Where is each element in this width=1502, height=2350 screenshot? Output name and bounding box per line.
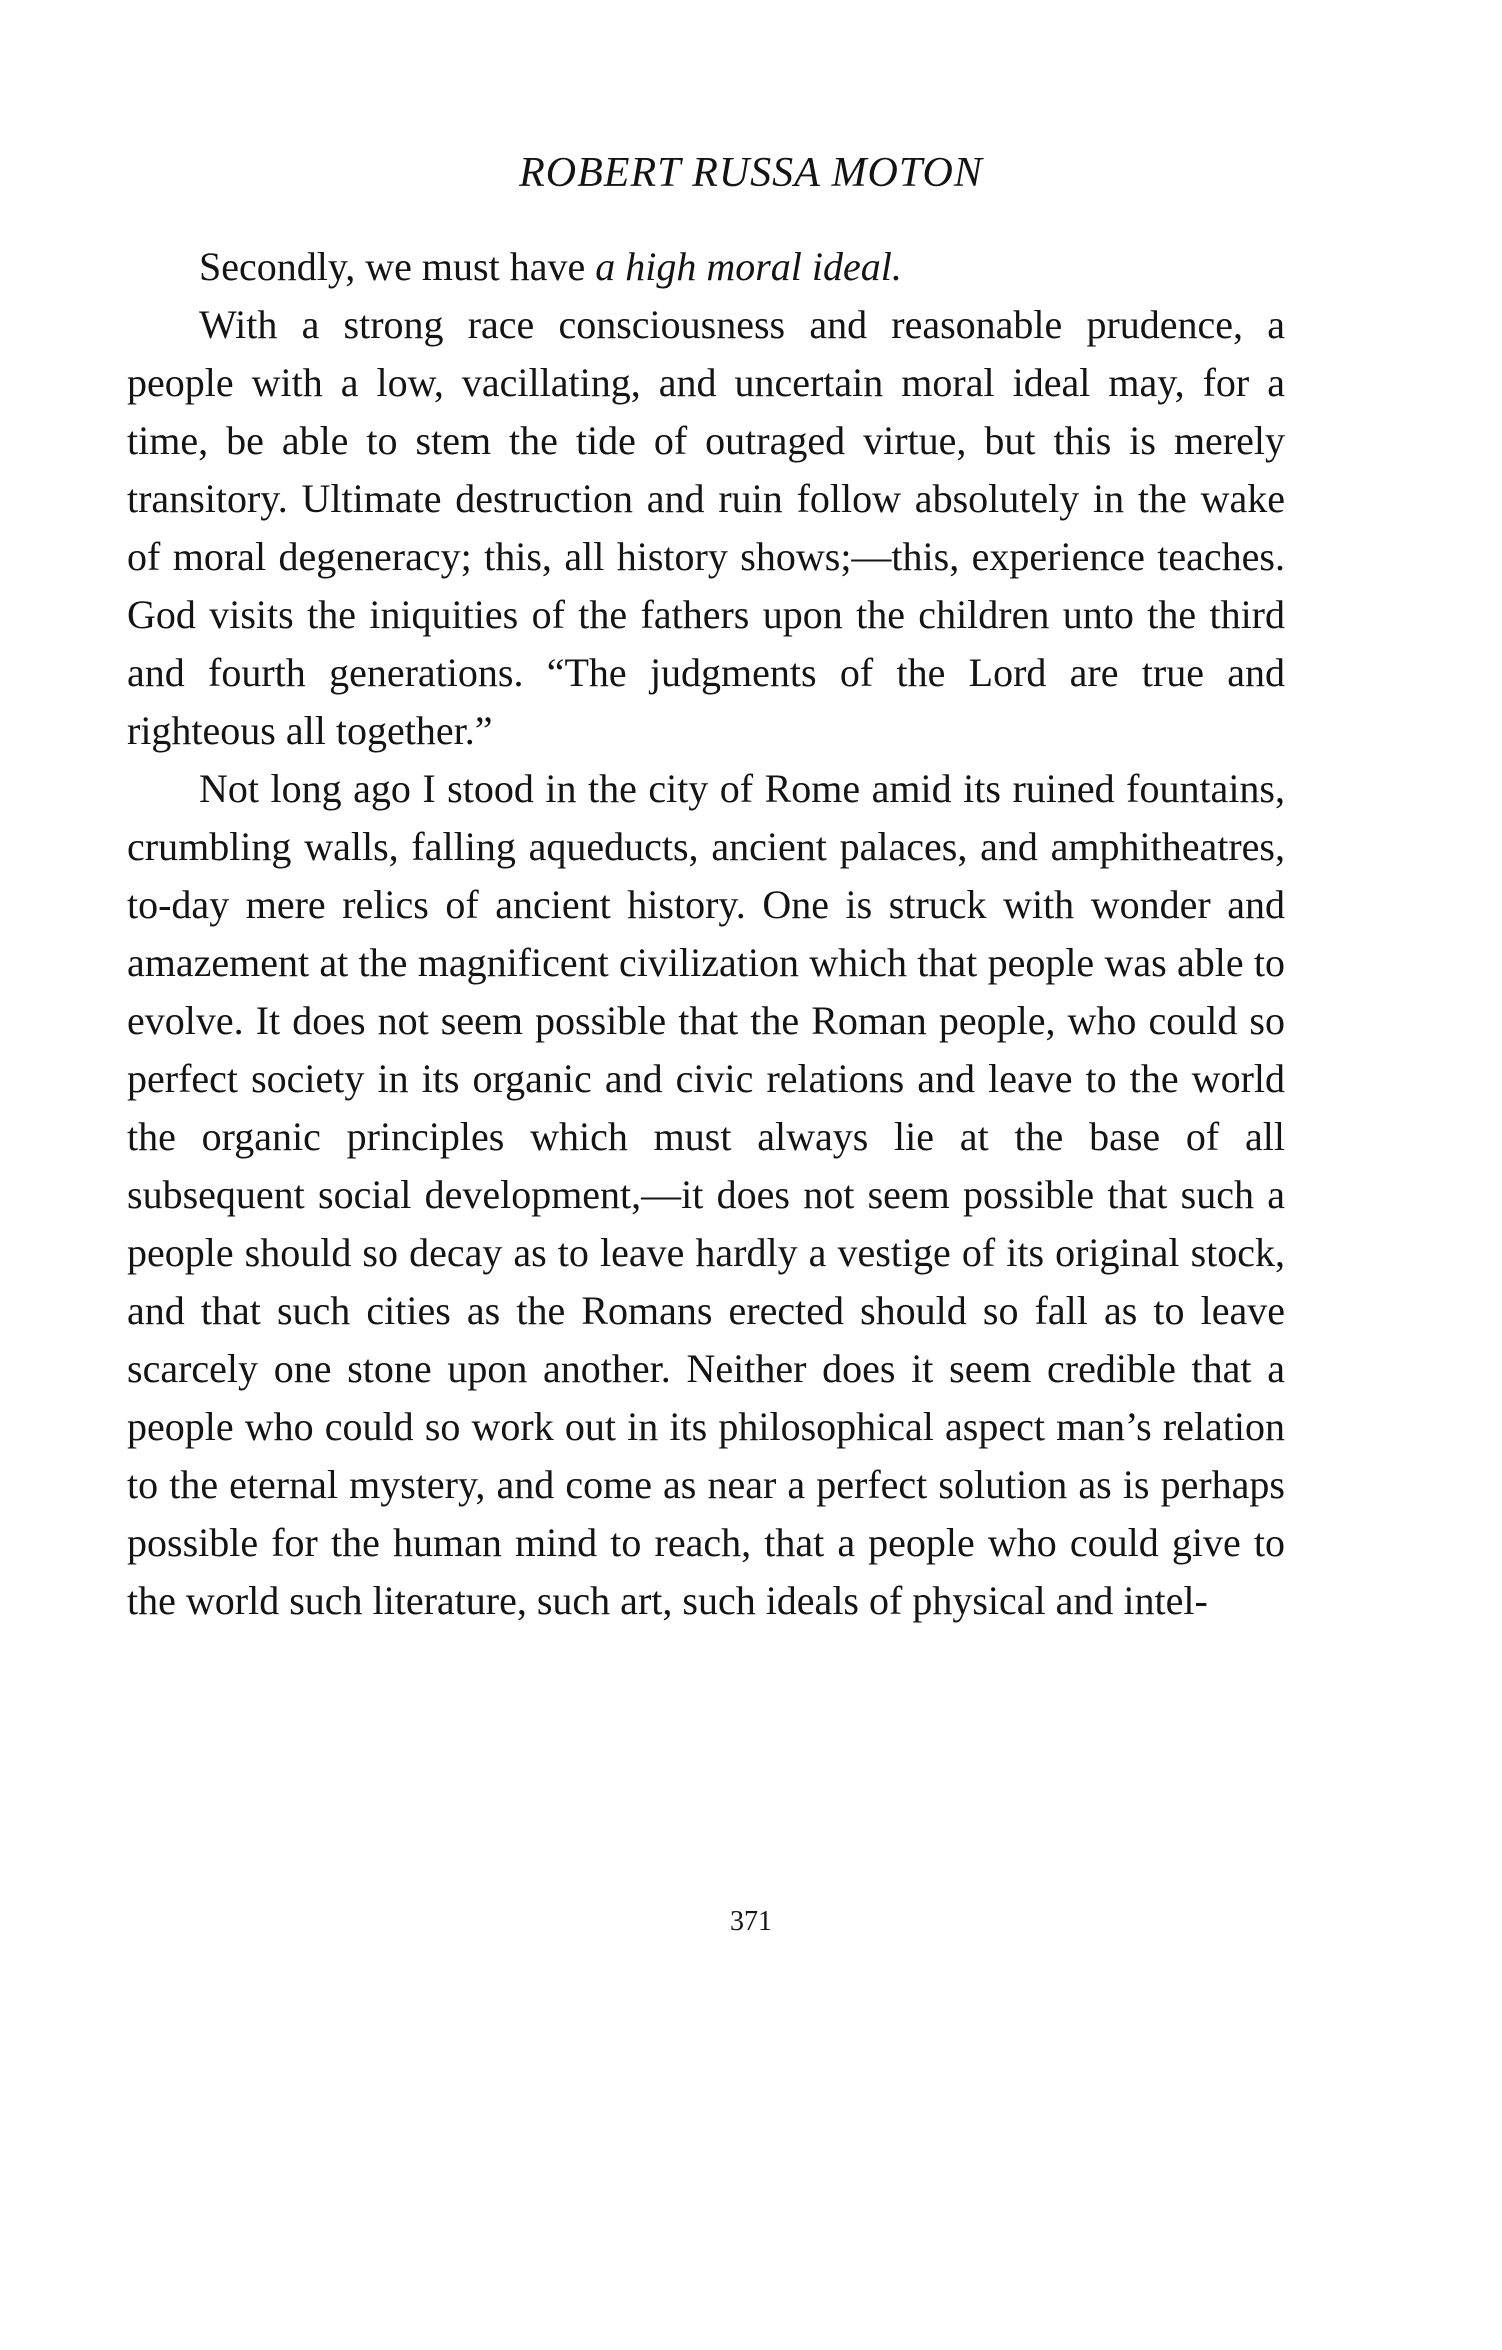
body-text [127,238,1285,1630]
paragraph-rome: Not long ago I stood in the city of Rome amid its ruined fountains, crumbling walls, falling aqueducts, ancient palaces, and amphitheatres, to-day mere relics of ancient history. One is struck with wonder and amazement at the magnificent civilization which that people was able to evolve. It does not seem possible that the Roman people, who could so perfect society in its organic and civic relations and leave to the world the organic principles which must always lie at the base of all subsequent social development,—it does not seem possible that such a people should so decay as to leave hardly a vestige of its original stock, and that such cities as the Romans erected should so fall as to leave scarcely one stone upon another. Neither does it seem credible that a people who could so work out in its philosophical aspect man’s relation to the eternal mystery, and come as near a perfect solution as is perhaps possible for the human mind to reach, that a people who could give to the world such literature, such art, such ideals of physical and intel- [127,766,1285,1623]
paragraph-moral-ideal: With a strong race consciousness and reasonable prudence, a people with a low, vacillating, and uncertain moral ideal may, for a time, be able to stem the tide of outraged virtue, but this is merely transitory. Ultimate destruction and ruin follow absolutely in the wake of moral degeneracy; this, all history shows;—this, experience teaches. God visits the iniquities of the fathers upon the children unto the third and fourth generations. “The judgments of the Lord are true and righteous all together.” [127,302,1285,753]
running-head: ROBERT RUSSA MOTON [519,150,983,196]
paragraph-secondly-emphasis: a high moral ideal. [595,244,902,289]
paragraph-secondly [127,238,1285,296]
paragraph-secondly-lead: Secondly, we must have [199,244,596,289]
page-number: 371 [730,1906,772,1937]
